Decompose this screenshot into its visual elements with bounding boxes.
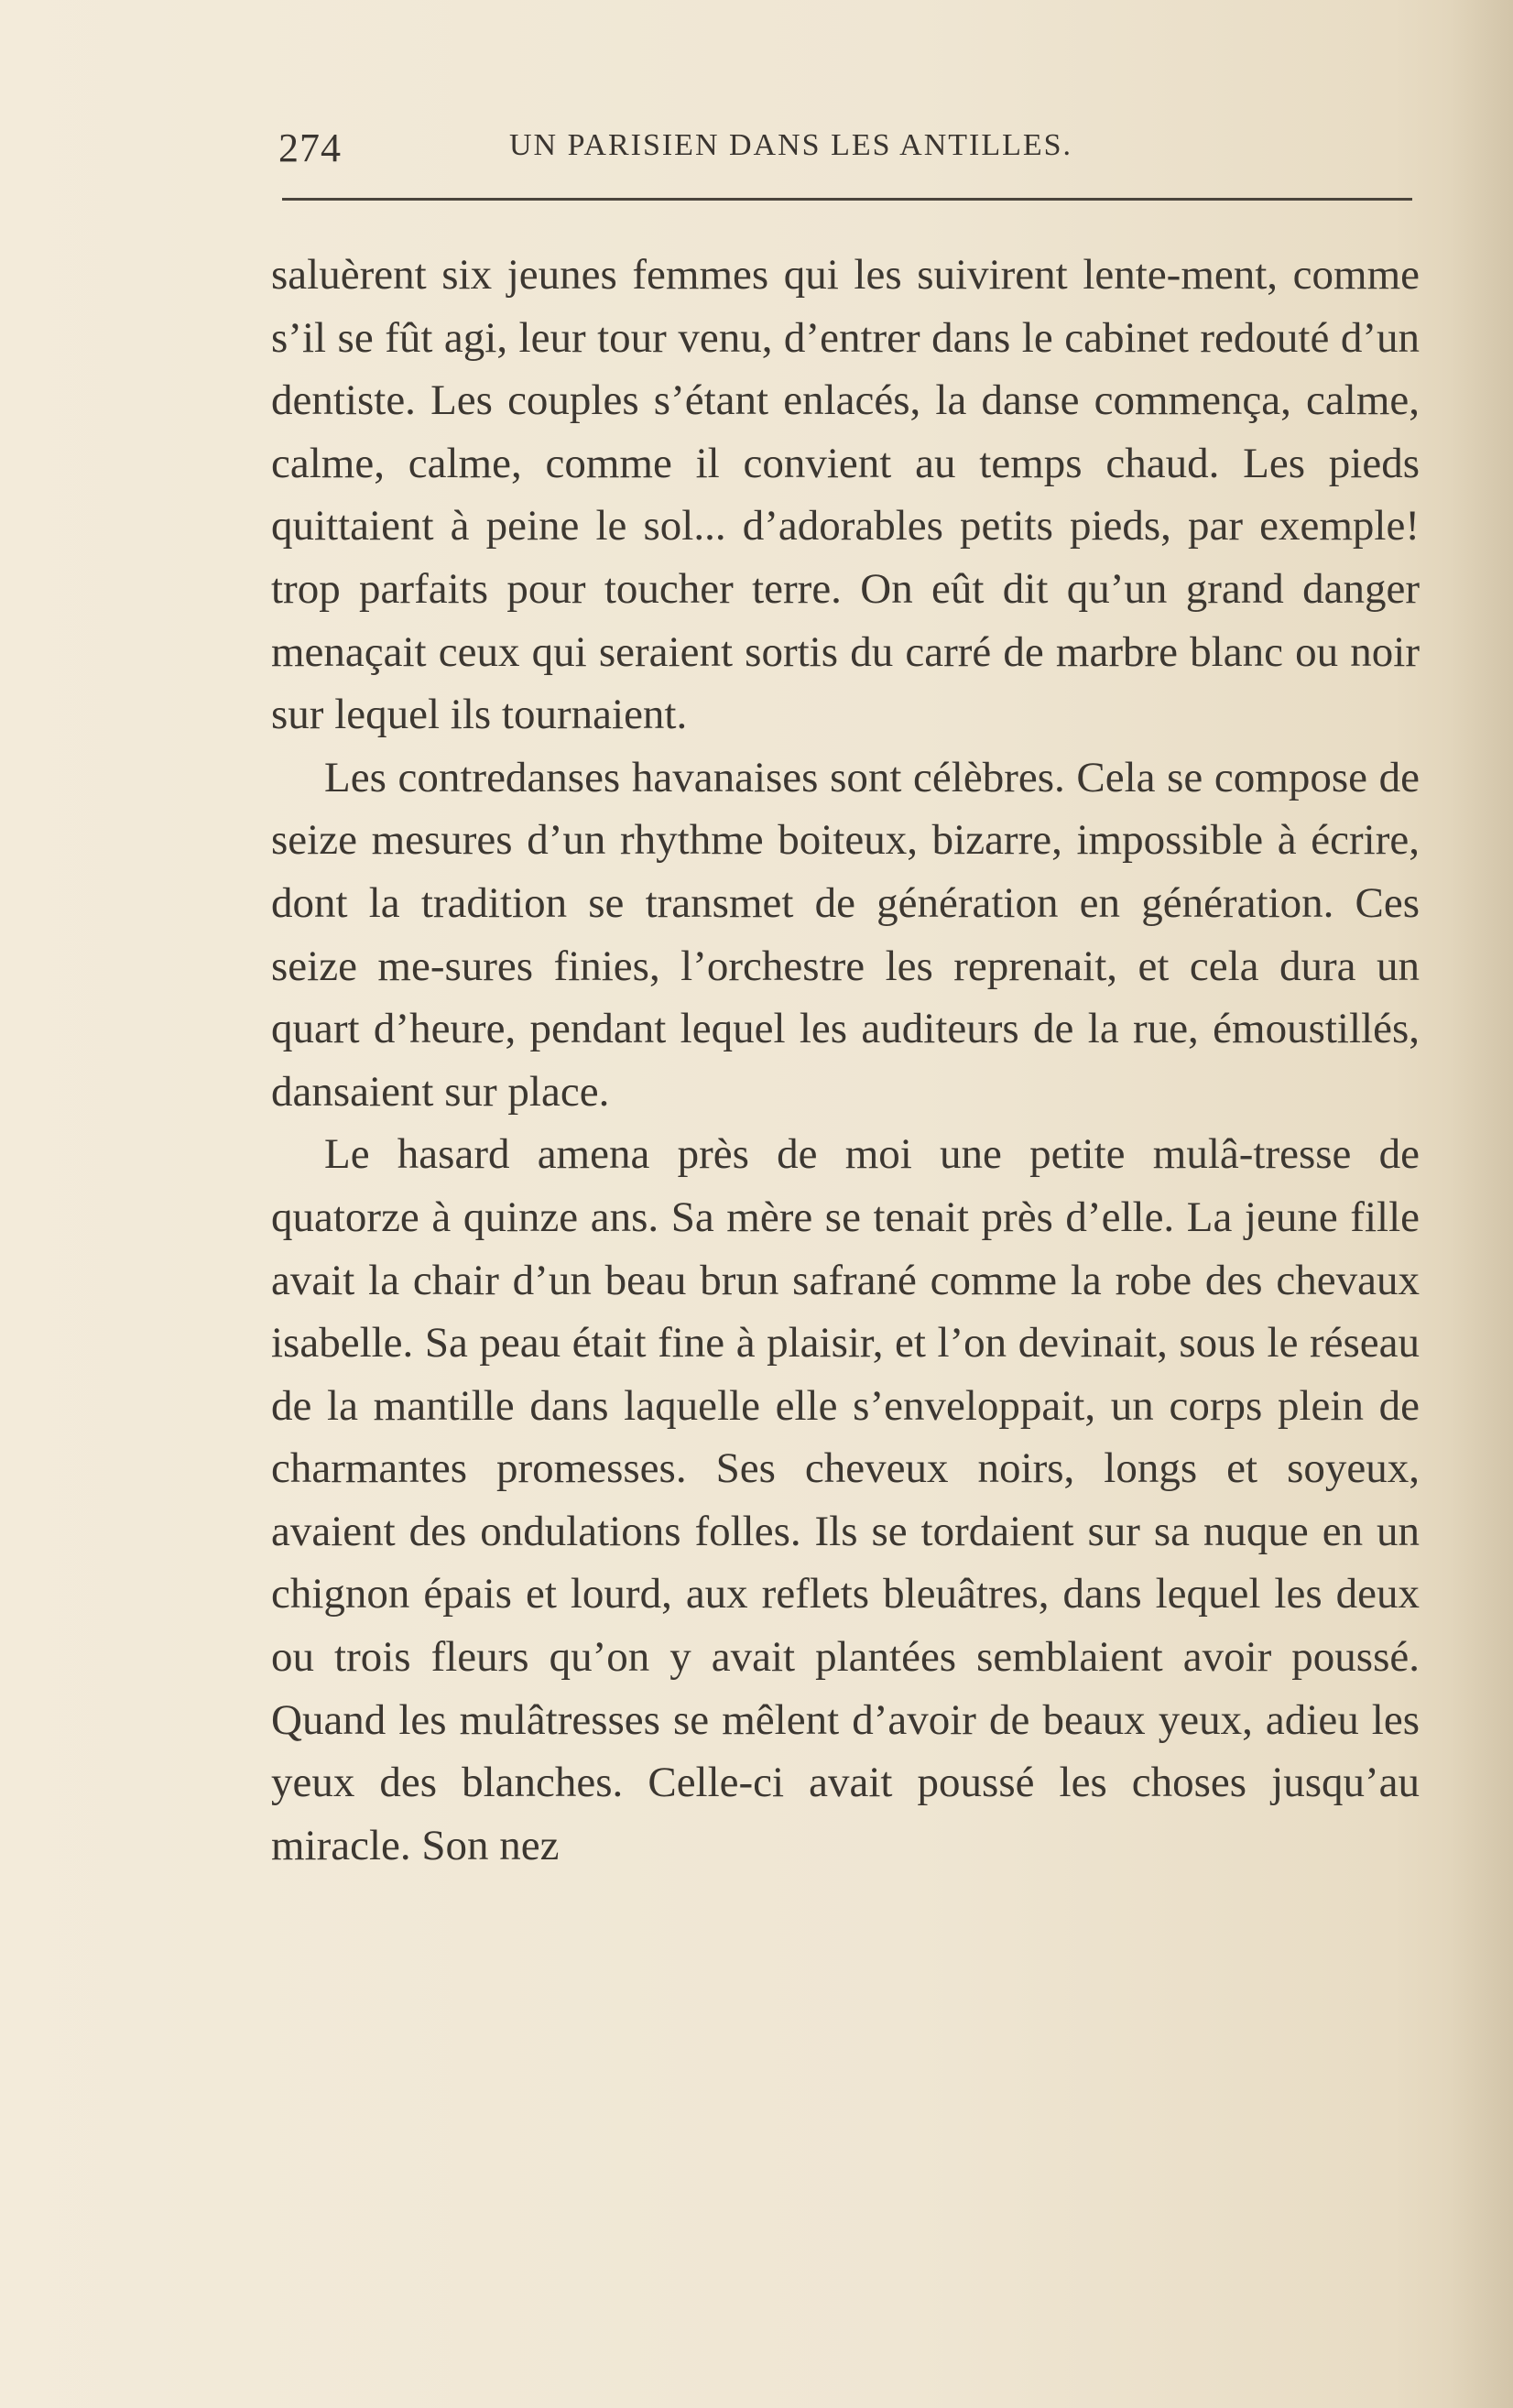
paragraph-1: saluèrent six jeunes femmes qui les suivirent lente-ment, comme s’il se fût agi, leur tour venu, d’entrer dans le cabinet redouté d’un dentiste. Les couples s’étant enlacés, la danse commença, calme, calme, calme, comme il convient au temps chaud. Les pieds quittaient à peine le sol... d’adorables petits pieds, par exemple! trop parfaits pour toucher terre. On eût dit qu’un grand danger menaçait ceux qui seraient sortis du carré de marbre blanc ou noir sur lequel ils tournaient. <box>271 251 1420 739</box>
paragraph-2: Les contredanses havanaises sont célèbres. Cela se compose de seize mesures d’un rhythme boiteux, bizarre, impossible à écrire, dont la tradition se transmet de génération en génération. Ces seize me-sures finies, l’orchestre les reprenait, et cela dura un quart d’heure, pendant lequel les auditeurs de la rue, émoustillés, dansaient sur place. <box>271 753 1420 1116</box>
page-gutter-shadow <box>1449 0 1513 2408</box>
body-text <box>271 244 1420 1877</box>
page-header <box>275 117 1410 172</box>
running-title: UN PARISIEN DANS LES ANTILLES. <box>509 128 1073 162</box>
header-rule <box>282 198 1412 201</box>
paragraph-3: Le hasard amena près de moi une petite mulâ-tresse de quatorze à quinze ans. Sa mère se tenait près d’elle. La jeune fille avait la chair d’un beau brun safrané comme la robe des chevaux isabelle. Sa peau était fine à plaisir, et l’on devinait, sous le réseau de la mantille dans laquelle elle s’enveloppait, un corps plein de charmantes promesses. Ses cheveux noirs, longs et soyeux, avaient des ondulations folles. Ils se tordaient sur sa nuque en un chignon épais et lourd, aux reflets bleuâtres, dans lequel les deux ou trois fleurs qu’on y avait plantées semblaient avoir poussé. Quand les mulâtresses se mêlent d’avoir de beaux yeux, adieu les yeux des blanches. Celle-ci avait poussé les choses jusqu’au miracle. Son nez <box>271 1130 1420 1869</box>
page-number: 274 <box>278 125 342 170</box>
